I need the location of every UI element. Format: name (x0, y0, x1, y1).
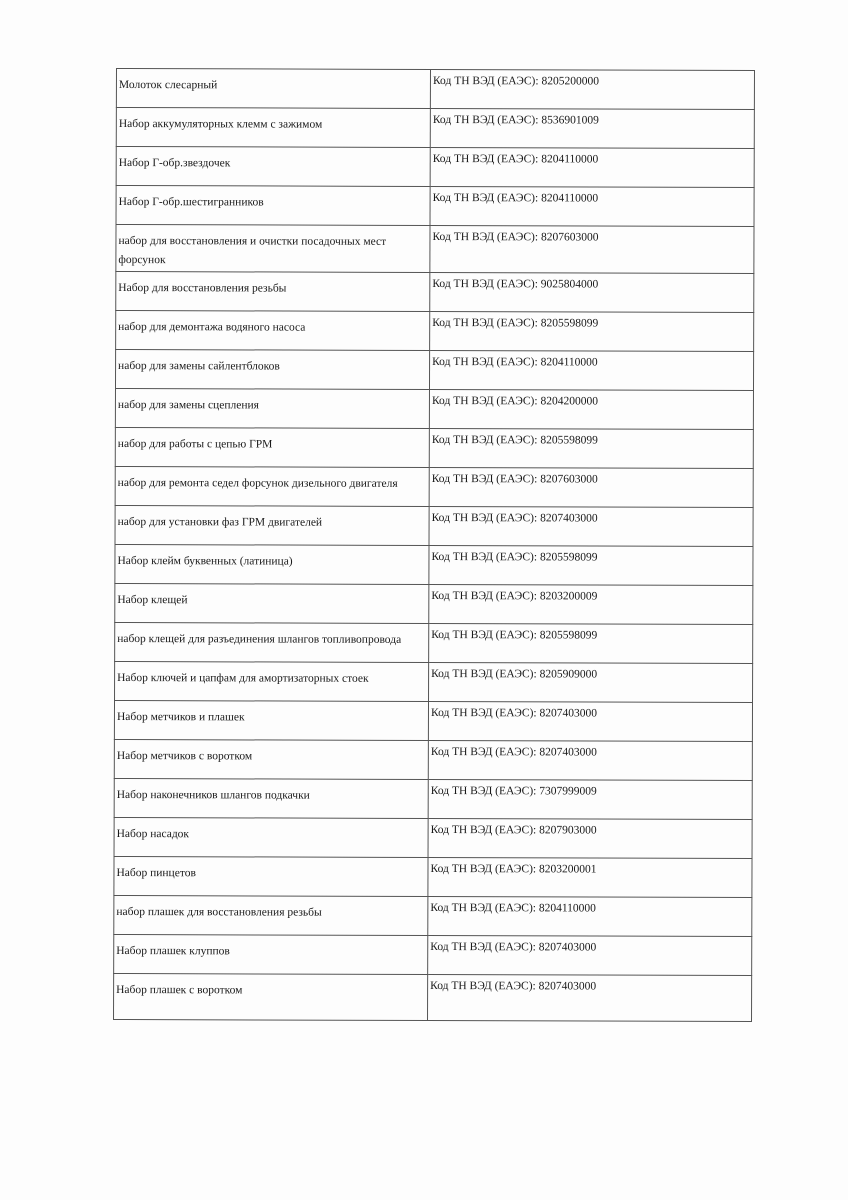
customs-code-cell: Код ТН ВЭД (ЕАЭС): 8203200001 (428, 857, 752, 897)
item-name-cell: Набор аккумуляторных клемм с зажимом (116, 108, 430, 148)
customs-code-cell: Код ТН ВЭД (ЕАЭС): 8204200000 (429, 389, 753, 429)
customs-code-cell: Код ТН ВЭД (ЕАЭС): 8207403000 (428, 740, 752, 780)
table-row (115, 583, 753, 624)
item-name-cell: Набор Г-обр.звездочек (116, 147, 430, 187)
customs-code-cell: Код ТН ВЭД (ЕАЭС): 8204110000 (430, 147, 754, 187)
table-row (114, 700, 752, 741)
table-row (114, 895, 752, 936)
item-name-cell: набор для установки фаз ГРМ двигателей (115, 505, 429, 545)
customs-code-cell: Код ТН ВЭД (ЕАЭС): 8207403000 (428, 974, 752, 1021)
item-name-cell: набор для замены сайлентблоков (115, 350, 429, 390)
item-name-cell: Набор для восстановления резьбы (116, 272, 430, 312)
table-row (115, 350, 753, 391)
item-name-cell: Набор ключей и цапфам для амортизаторных стоек (115, 661, 429, 701)
table-row (115, 661, 753, 702)
table-row (115, 427, 753, 468)
item-name-cell: Набор пинцетов (114, 856, 428, 896)
item-name-cell: Набор насадок (114, 817, 428, 857)
item-name-cell: Набор клейм буквенных (латиница) (115, 544, 429, 584)
customs-code-cell: Код ТН ВЭД (ЕАЭС): 7307999009 (428, 779, 752, 819)
table-row (114, 778, 752, 819)
item-name-cell: Набор метчиков с воротком (114, 739, 428, 779)
item-name-cell: Набор плашек с воротком (114, 973, 428, 1020)
item-name-cell: Набор наконечников шлангов подкачки (114, 778, 428, 818)
customs-code-cell: Код ТН ВЭД (ЕАЭС): 8536901009 (430, 108, 754, 148)
customs-code-cell: Код ТН ВЭД (ЕАЭС): 8207603000 (430, 225, 754, 273)
table-row (116, 147, 754, 188)
item-name-cell: набор клещей для разъединения шлангов топливопровода (115, 622, 429, 662)
item-name-cell: набор плашек для восстановления резьбы (114, 895, 428, 935)
customs-code-cell: Код ТН ВЭД (ЕАЭС): 8207603000 (429, 467, 753, 507)
table-row (116, 272, 754, 313)
table-row (114, 856, 752, 897)
table-row (116, 311, 754, 352)
table-row (116, 108, 754, 149)
item-name-cell: набор для восстановления и очистки посадочных мест форсунок (116, 225, 430, 273)
table-row (115, 544, 753, 585)
customs-code-cell: Код ТН ВЭД (ЕАЭС): 8203200009 (429, 584, 753, 624)
customs-code-cell: Код ТН ВЭД (ЕАЭС): 8207403000 (428, 935, 752, 975)
table-row (115, 622, 753, 663)
customs-code-cell: Код ТН ВЭД (ЕАЭС): 8204110000 (428, 896, 752, 936)
item-name-cell: Набор метчиков и плашек (114, 700, 428, 740)
item-name-cell: Молоток слесарный (116, 69, 430, 109)
customs-code-cell: Код ТН ВЭД (ЕАЭС): 8204110000 (429, 350, 753, 390)
item-name-cell: набор для демонтажа водяного насоса (116, 311, 430, 351)
item-name-cell: набор для работы с цепью ГРМ (115, 427, 429, 467)
customs-code-cell: Код ТН ВЭД (ЕАЭС): 8204110000 (430, 186, 754, 226)
table-row (116, 225, 754, 274)
item-name-cell: набор для ремонта седел форсунок дизельного двигателя (115, 466, 429, 506)
customs-code-cell: Код ТН ВЭД (ЕАЭС): 8205598099 (429, 428, 753, 468)
table-row (114, 817, 752, 858)
customs-code-cell: Код ТН ВЭД (ЕАЭС): 8205598099 (429, 623, 753, 663)
item-name-cell: Набор плашек клуппов (114, 934, 428, 974)
customs-code-cell: Код ТН ВЭД (ЕАЭС): 8205598099 (429, 545, 753, 585)
table-row (115, 505, 753, 546)
table-row (116, 186, 754, 227)
item-name-cell: Набор клещей (115, 583, 429, 623)
table-row (114, 739, 752, 780)
customs-code-table (113, 68, 755, 1022)
customs-code-cell: Код ТН ВЭД (ЕАЭС): 8207403000 (428, 701, 752, 741)
table-row (115, 466, 753, 507)
table-row (115, 389, 753, 430)
customs-code-cell: Код ТН ВЭД (ЕАЭС): 8207903000 (428, 818, 752, 858)
customs-code-cell: Код ТН ВЭД (ЕАЭС): 9025804000 (430, 272, 754, 312)
item-name-cell: набор для замены сцепления (115, 389, 429, 429)
table-row (114, 934, 752, 975)
table-row (116, 69, 754, 110)
customs-code-cell: Код ТН ВЭД (ЕАЭС): 8205909000 (429, 662, 753, 702)
item-name-cell: Набор Г-обр.шестигранников (116, 186, 430, 226)
customs-code-cell: Код ТН ВЭД (ЕАЭС): 8205598099 (430, 311, 754, 351)
customs-code-cell: Код ТН ВЭД (ЕАЭС): 8205200000 (430, 69, 754, 109)
table-row (114, 973, 752, 1021)
customs-code-cell: Код ТН ВЭД (ЕАЭС): 8207403000 (429, 506, 753, 546)
